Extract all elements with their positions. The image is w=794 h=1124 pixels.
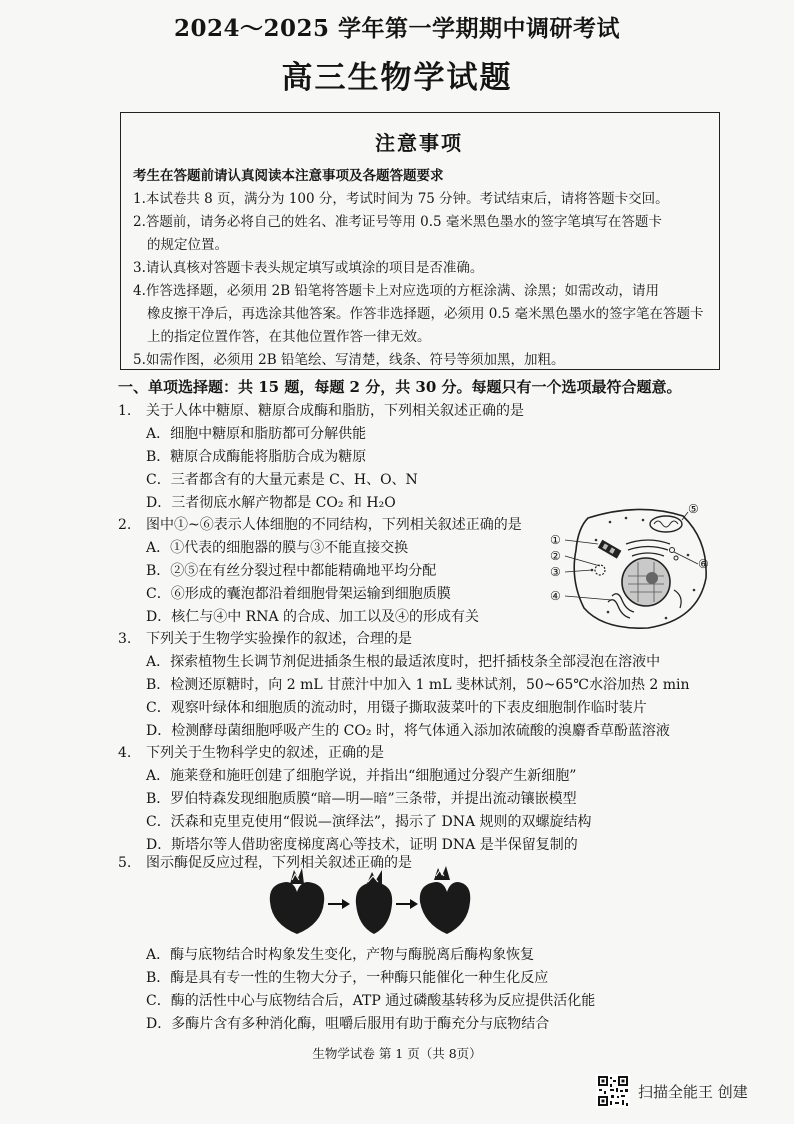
notice-item-3: 3.请认真核对答题卡表头规定填写或填涂的项目是否准确。 <box>133 260 484 276</box>
question-5-options <box>118 944 708 1036</box>
enzyme-product-stage <box>420 866 470 934</box>
notice-item-2: 2.答题前，请务必将自己的姓名、准考证号等用 0.5 毫米黑色墨水的签字笔填写在答题卡 的规定位置。 <box>133 214 662 253</box>
option-d: D．核仁与④中 RNA 的合成、加工以及④的形成有关 <box>146 609 480 625</box>
cell-label-2: ② <box>550 549 561 563</box>
question-number: 5. <box>118 855 132 871</box>
question-number: 1. <box>118 403 132 419</box>
question-stem: 图示酶促反应过程，下列相关叙述正确的是 <box>146 855 412 871</box>
enzyme-reaction-diagram <box>262 862 472 942</box>
option-c: C．三者都含有的大量元素是 C、H、O、N <box>146 472 418 488</box>
option-c: C．酶的活性中心与底物结合后，ATP 通过磷酸基转移为反应提供活化能 <box>146 993 596 1009</box>
option-d: D．三者彻底水解产物都是 CO₂ 和 H₂O <box>146 495 396 511</box>
cell-label-5: ⑤ <box>688 502 699 516</box>
centriole <box>598 540 622 559</box>
cell-label-3: ③ <box>550 565 561 579</box>
scanner-text: 扫描全能王 创建 <box>638 1082 748 1101</box>
option-b: B．糖原合成酶能将脂肪合成为糖原 <box>146 449 367 465</box>
option-a: A．细胞中糖原和脂肪都可分解供能 <box>146 426 367 442</box>
question-3 <box>118 628 708 743</box>
page-footer: 生物学试卷 第 1 页（共 8页） <box>312 1046 482 1061</box>
mitochondrion <box>650 516 682 532</box>
subject-title: 高三生物学试题 <box>281 60 513 96</box>
question-stem: 图中①~⑥表示人体细胞的不同结构，下列相关叙述正确的是 <box>146 517 522 533</box>
question-stem: 关于人体中糖原、糖原合成酶和脂肪，下列相关叙述正确的是 <box>146 403 524 419</box>
cell-label-4: ④ <box>550 589 561 603</box>
exam-title: 2024～2025 学年第一学期期中调研考试 <box>173 15 621 42</box>
option-a: A．酶与底物结合时构象发生变化，产物与酶脱离后酶构象恢复 <box>146 947 535 963</box>
notice-item-5: 5.如需作图，必须用 2B 铅笔绘、写清楚，线条、符号等须加黑，加粗。 <box>133 352 565 368</box>
notice-item-4: 4.作答选择题，必须用 2B 铅笔将答题卡上对应选项的方框涂满、涂黑；如需改动，请用 橡皮擦干净后，再选涂其他答案。作答非选择题，必须用 0.5 毫米黑色墨水的签字笔在答题卡上的指定位置作答，在其他位置作答一律无效。 <box>133 283 704 345</box>
question-number: 3. <box>118 631 132 647</box>
question-4 <box>118 742 708 857</box>
qr-code-icon <box>596 1074 630 1108</box>
option-b: B．②⑤在有丝分裂过程中都能精确地平均分配 <box>146 563 437 579</box>
nucleolus <box>646 572 658 584</box>
notice-item-1: 1.本试卷共 8 页，满分为 100 分，考试时间为 75 分钟。考试结束后，请将答题卡交回。 <box>133 191 669 207</box>
option-a: A．施莱登和施旺创建了细胞学说，并指出“细胞通过分裂产生新细胞” <box>146 768 577 784</box>
enzyme-substrate-stage-1 <box>270 868 324 934</box>
notice-intro: 考生在答题前请认真阅读本注意事项及各题答题要求 <box>133 168 444 184</box>
option-c: C．⑥形成的囊泡都沿着细胞骨架运输到细胞质膜 <box>146 586 451 602</box>
option-b: B．检测还原糖时，向 2 mL 甘蔗汁中加入 1 mL 斐林试剂，50~65℃水浴加热 2 min <box>146 677 690 693</box>
option-d: D．斯塔尔等人借助密度梯度离心等技术，证明 DNA 是半保留复制的 <box>146 837 578 853</box>
question-number: 2. <box>118 517 132 533</box>
option-b: B．酶是具有专一性的生物大分子，一种酶只能催化一种生化反应 <box>146 970 549 986</box>
option-c: C．观察叶绿体和细胞质的流动时，用镊子撕取菠菜叶的下表皮细胞制作临时装片 <box>146 700 647 716</box>
option-a: A．探索植物生长调节剂促进插条生根的最适浓度时，把扦插枝条全部浸泡在溶液中 <box>146 654 661 670</box>
cell-diagram <box>548 500 716 632</box>
option-a: A．①代表的细胞器的膜与③不能直接交换 <box>146 540 409 556</box>
question-1 <box>118 400 708 515</box>
option-b: B．罗伯特森发现细胞质膜“暗—明—暗”三条带，并提出流动镶嵌模型 <box>146 791 577 807</box>
section-header: 一、单项选择题：共 15 题，每题 2 分，共 30 分。每题只有一个选项最符合题意。 <box>118 378 682 396</box>
scanner-watermark <box>596 1074 748 1108</box>
nucleus <box>622 558 670 606</box>
option-d: D．检测酵母菌细胞呼吸产生的 CO₂ 时，将气体通入添加浓硫酸的溴麝香草酚蓝溶液 <box>146 723 670 739</box>
notice-title: 注意事项 <box>375 131 463 155</box>
notice-box <box>120 112 720 370</box>
cell-label-1: ① <box>550 533 561 547</box>
question-number: 4. <box>118 745 132 761</box>
question-stem: 下列关于生物学实验操作的叙述，合理的是 <box>146 631 412 647</box>
question-stem: 下列关于生物科学史的叙述，正确的是 <box>146 745 384 761</box>
enzyme-substrate-complex <box>356 870 392 934</box>
cell-label-6: ⑥ <box>698 557 709 571</box>
option-c: C．沃森和克里克使用“假说—演绎法”，揭示了 DNA 规则的双螺旋结构 <box>146 814 592 830</box>
option-d: D．多酶片含有多种消化酶，咀嚼后服用有助于酶充分与底物结合 <box>146 1016 550 1032</box>
